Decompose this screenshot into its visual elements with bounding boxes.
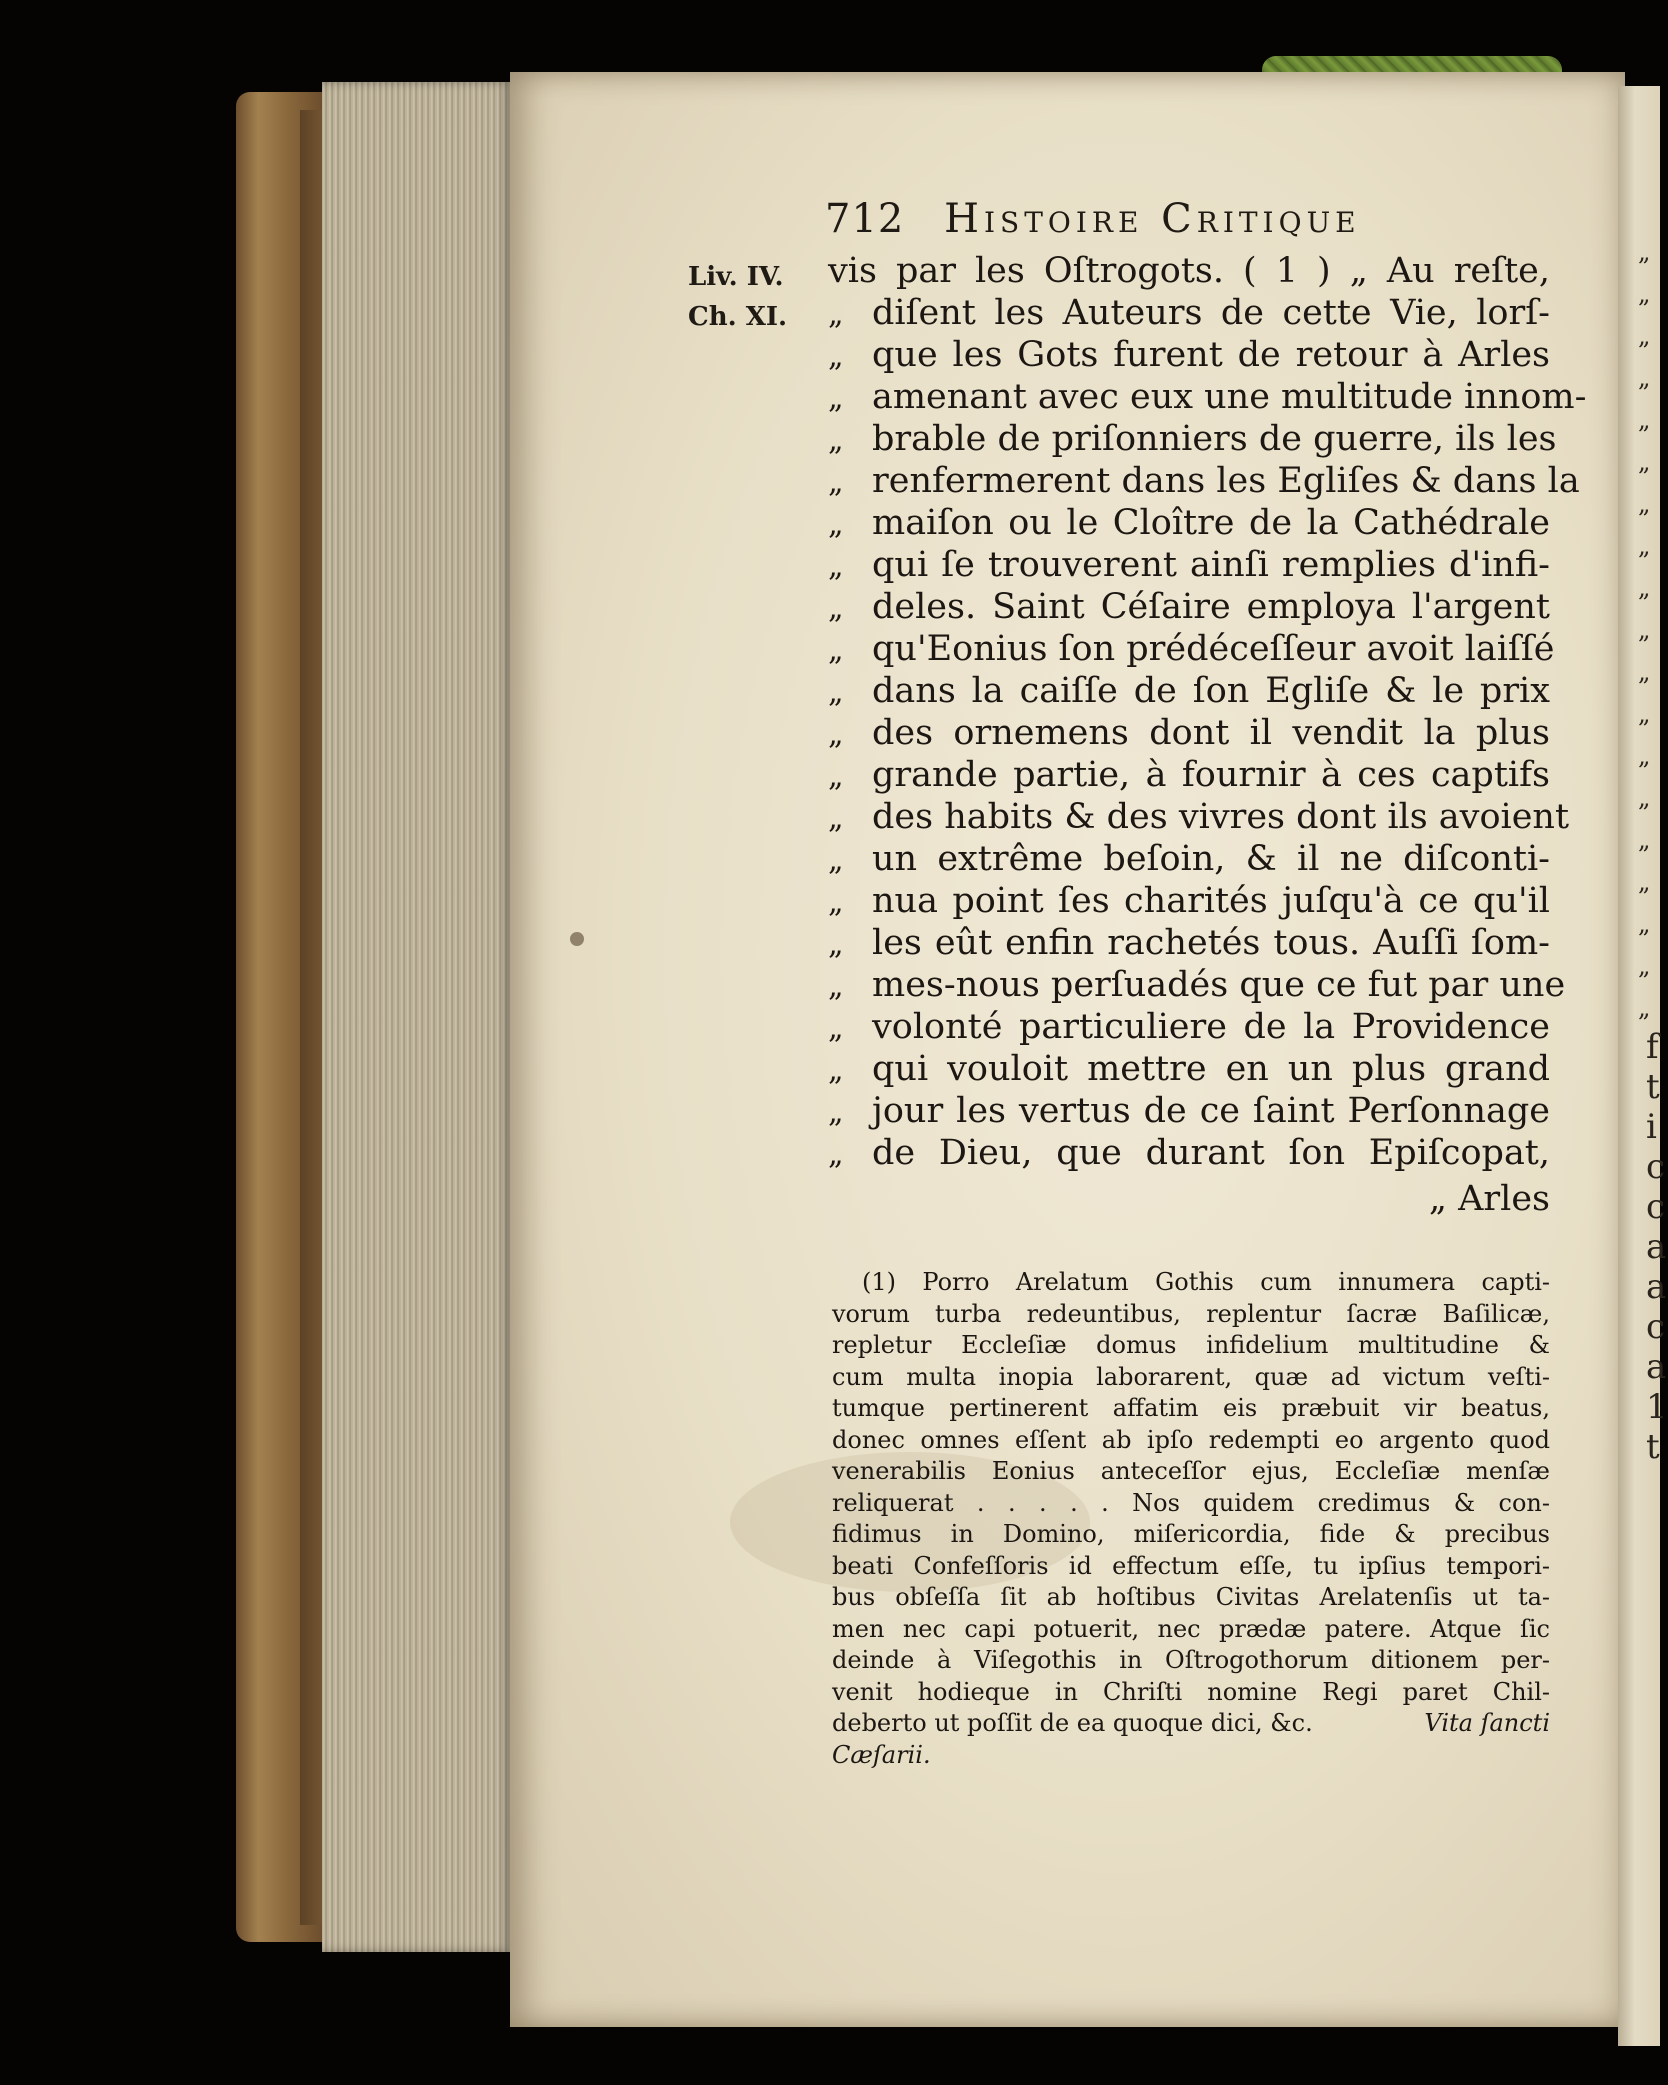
margin-note-chapitre: Ch. XI.: [688, 302, 788, 332]
quotation-mark: „: [828, 1053, 844, 1088]
footnote-line-text: men nec capi potuerit, nec prædæ patere. Atque ſic: [832, 1614, 1550, 1643]
facing-quote-mark: „: [1638, 700, 1651, 728]
quotation-mark: „: [828, 843, 844, 878]
quotation-mark: „: [828, 507, 844, 542]
body-line: [828, 586, 1550, 628]
body-line: [828, 334, 1550, 376]
facing-letter: c: [1646, 1147, 1666, 1187]
facing-letter: f: [1646, 1027, 1659, 1067]
body-line-text: vis par les Oſtrogots. ( 1 ) „ Au reſte,: [828, 251, 1550, 291]
footnote-line-text: bus obſeſſa ſit ab hoſtibus Civitas Arelatenſis ut ta-: [832, 1583, 1550, 1611]
facing-letter: c: [1646, 1307, 1666, 1347]
body-line-text: maiſon ou le Cloître de la Cathédrale: [872, 503, 1550, 543]
body-line-text: qu'Eonius ſon prédéceſſeur avoit laiſſé: [872, 629, 1555, 669]
facing-letter: 1: [1646, 1387, 1668, 1427]
footnote-line: [832, 1582, 1550, 1613]
body-line-text: renfermerent dans les Egliſes & dans la: [872, 461, 1580, 501]
body-line: [828, 796, 1570, 838]
footnote-line-text: venit hodieque in Chriſti nomine Regi paret Chil-: [832, 1677, 1550, 1706]
facing-quote-mark: „: [1638, 364, 1651, 392]
body-line: [828, 292, 1550, 334]
body-line-text: un extrême beſoin, & il ne diſconti-: [872, 839, 1550, 879]
running-head: [825, 196, 1361, 242]
body-line: [828, 712, 1550, 754]
quotation-mark: „: [828, 717, 844, 752]
facing-quote-mark: „: [1638, 784, 1651, 812]
facing-quote-mark: „: [1638, 616, 1651, 644]
body-line: [828, 418, 1557, 460]
body-line-text: des habits & des vivres dont ils avoient: [872, 797, 1570, 837]
facing-quote-mark: „: [1638, 280, 1651, 308]
facing-quote-mark: „: [1638, 952, 1651, 980]
footnote-line-text: donec omnes eſſent ab ipſo redempti eo argento quod: [832, 1425, 1550, 1454]
footnote-line: [832, 1708, 1550, 1739]
body-line: [828, 880, 1550, 922]
body-line-text: qui vouloit mettre en un plus grand: [872, 1049, 1550, 1089]
footnote-line-text: reliquerat . . . . . Nos quidem credimus & con-: [832, 1488, 1550, 1517]
body-line: [828, 502, 1550, 544]
footnote-line: [832, 1425, 1550, 1456]
quotation-mark: „: [828, 1011, 844, 1046]
footnote-line-text: cum multa inopia laborarent, quæ ad victum veſti-: [832, 1362, 1550, 1391]
facing-quote-mark: „: [1638, 910, 1651, 938]
page-stain: [570, 932, 584, 946]
body-line-text: diſent les Auteurs de cette Vie, lorſ-: [872, 293, 1550, 333]
quotation-mark: „: [828, 633, 844, 668]
facing-quote-mark: „: [1638, 238, 1651, 266]
facing-quote-mark: „: [1638, 658, 1651, 686]
footnote-line-text: vorum turba redeuntibus, replentur ſacræ Baſilicæ,: [832, 1299, 1550, 1328]
footnote-line: [832, 1488, 1550, 1519]
facing-quote-mark: „: [1638, 826, 1651, 854]
footnote-line: [832, 1299, 1550, 1330]
body-line-text: jour les vertus de ce ſaint Perſonnage: [872, 1091, 1550, 1131]
body-line: [828, 1006, 1550, 1048]
facing-letter: c: [1646, 1187, 1666, 1227]
footnote-line-text: repletur Eccleſiæ domus infidelium multitudine &: [832, 1331, 1550, 1359]
quotation-mark: „: [828, 969, 844, 1004]
running-title: Histoire Critique: [944, 196, 1361, 242]
body-line: [828, 1090, 1550, 1132]
facing-quote-mark: „: [1638, 490, 1651, 518]
footnote-line: [832, 1551, 1550, 1582]
footnote-line: [832, 1614, 1550, 1645]
footnote-citation: Vita ſancti: [1424, 1709, 1550, 1737]
facing-quote-mark: „: [1638, 574, 1651, 602]
body-line-text: brable de priſonniers de guerre, ils les: [872, 419, 1557, 459]
footnote-line: [832, 1456, 1550, 1487]
body-line-text: que les Gots furent de retour à Arles: [872, 335, 1550, 375]
body-line-text: amenant avec eux une multitude innom-: [872, 377, 1587, 417]
body-line-text: volonté particuliere de la Providence: [872, 1007, 1550, 1047]
facing-letter: a: [1646, 1267, 1667, 1307]
facing-letter: t: [1646, 1427, 1660, 1467]
body-line: [828, 838, 1550, 880]
body-line-text: grande partie, à fournir à ces captifs: [872, 755, 1550, 795]
body-line-text: qui ſe trouverent ainſi remplies d'infi-: [872, 545, 1550, 585]
facing-quote-mark: „: [1638, 532, 1651, 560]
body-line-text: les eût enfin rachetés tous. Auſſi ſom-: [872, 923, 1550, 963]
body-line: [828, 1132, 1550, 1174]
footnote-line: [832, 1519, 1550, 1550]
quotation-mark: „: [828, 885, 844, 920]
quotation-mark: „: [828, 297, 844, 332]
body-line: [828, 964, 1566, 1006]
footnote-citation-end: Cæſarii.: [832, 1740, 931, 1769]
footnote-line-text: deberto ut poſſit de ea quoque dici, &c.: [832, 1709, 1313, 1737]
margin-note-livre: Liv. IV.: [688, 262, 784, 292]
body-line: [828, 922, 1550, 964]
body-line-text: deles. Saint Céſaire employa l'argent: [872, 587, 1550, 627]
body-line: [828, 544, 1550, 586]
body-line-text: des ornemens dont il vendit la plus: [872, 713, 1550, 753]
facing-quote-mark: „: [1638, 322, 1651, 350]
footnote-line: [832, 1677, 1550, 1708]
facing-quote-mark: „: [1638, 994, 1651, 1022]
body-line-text: nua point ſes charités juſqu'à ce qu'il: [872, 881, 1550, 921]
quotation-mark: „: [828, 591, 844, 626]
facing-letter: a: [1646, 1347, 1667, 1387]
facing-letter: a: [1646, 1227, 1667, 1267]
footnote-line-text: deinde à Viſegothis in Oſtrogothorum ditionem per-: [832, 1646, 1550, 1674]
body-line: [828, 460, 1580, 502]
footnote-line: [832, 1740, 1550, 1771]
body-line: [828, 670, 1550, 712]
body-line: [828, 754, 1550, 796]
body-line-text: dans la caiſſe de ſon Egliſe & le prix: [872, 671, 1550, 711]
page-number: 712: [825, 196, 905, 242]
footnote-line-text: (1) Porro Arelatum Gothis cum innumera capti-: [862, 1268, 1550, 1296]
quotation-mark: „: [828, 339, 844, 374]
quotation-mark: „: [828, 465, 844, 500]
catchword: „ Arles: [1428, 1179, 1550, 1219]
quotation-mark: „: [828, 423, 844, 458]
footnote-line: [832, 1267, 1550, 1298]
footnote-line: [832, 1645, 1550, 1676]
body-line: [828, 1048, 1550, 1090]
quotation-mark: „: [828, 927, 844, 962]
quotation-mark: „: [828, 759, 844, 794]
quotation-mark: „: [828, 381, 844, 416]
facing-quote-mark: „: [1638, 868, 1651, 896]
body-line-text: de Dieu, que durant ſon Epiſcopat,: [872, 1133, 1550, 1173]
footnote-line: [832, 1362, 1550, 1393]
footnote-line: [832, 1330, 1550, 1361]
facing-letter: t: [1646, 1067, 1660, 1107]
quotation-mark: „: [828, 549, 844, 584]
body-line: [828, 628, 1555, 670]
facing-letter: i: [1646, 1107, 1657, 1147]
page-stack-edge: [322, 82, 512, 1952]
quotation-mark: „: [828, 1137, 844, 1172]
body-line-text: mes-nous perſuadés que ce fut par une: [872, 965, 1566, 1005]
quotation-mark: „: [828, 675, 844, 710]
facing-quote-mark: „: [1638, 448, 1651, 476]
facing-quote-mark: „: [1638, 742, 1651, 770]
quotation-mark: „: [828, 1095, 844, 1130]
footnote-line-text: fidimus in Domino, miſericordia, fide & precibus: [832, 1520, 1550, 1548]
body-line: [828, 376, 1587, 418]
facing-quote-mark: „: [1638, 406, 1651, 434]
footnote-line-text: venerabilis Eonius anteceſſor ejus, Eccleſiæ menſæ: [832, 1457, 1550, 1485]
body-line: [828, 250, 1550, 292]
footnote-line-text: beati Confeſſoris id effectum eſſe, tu ipſius tempori-: [832, 1551, 1550, 1580]
footnote-line-text: tumque pertinerent affatim eis præbuit vir beatus,: [832, 1394, 1550, 1422]
quotation-mark: „: [828, 801, 844, 836]
footnote-line: [832, 1393, 1550, 1424]
